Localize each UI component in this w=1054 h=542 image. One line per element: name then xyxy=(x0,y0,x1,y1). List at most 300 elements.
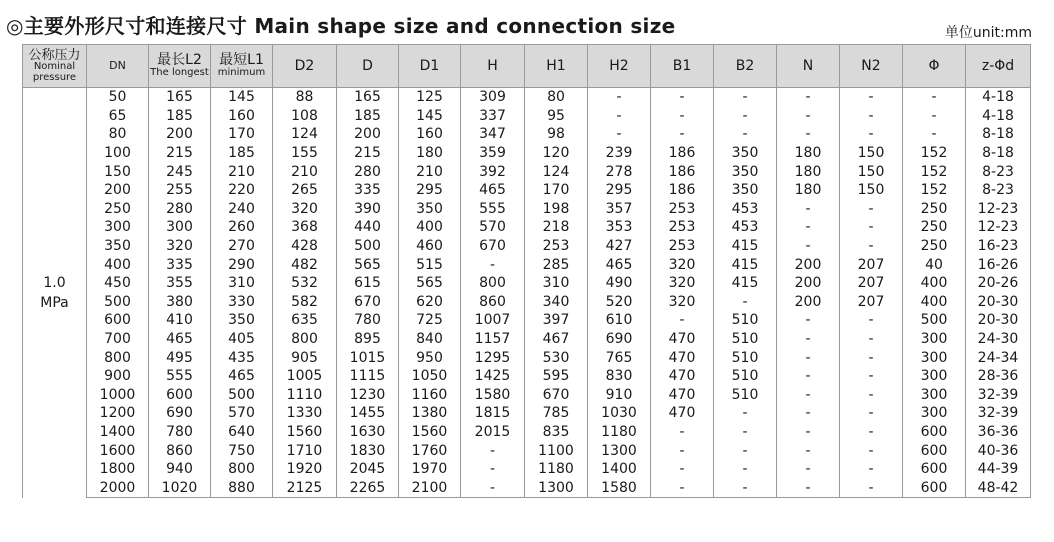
table-cell: - xyxy=(777,404,840,423)
table-row xyxy=(23,181,1031,200)
table-cell: - xyxy=(588,125,651,144)
table-cell: 895 xyxy=(337,330,399,349)
table-cell: 207 xyxy=(840,293,903,312)
table-cell: 1295 xyxy=(461,348,525,367)
table-cell: 1400 xyxy=(588,460,651,479)
table-cell: 265 xyxy=(273,181,337,200)
table-cell: - xyxy=(777,441,840,460)
table-cell: 1110 xyxy=(273,386,337,405)
header-h2: H2 xyxy=(588,45,651,88)
table-cell: - xyxy=(461,255,525,274)
table-cell: 1000 xyxy=(87,386,149,405)
table-cell: 785 xyxy=(525,404,588,423)
table-cell: 260 xyxy=(211,218,273,237)
header-b2: B2 xyxy=(714,45,777,88)
table-cell: 32-39 xyxy=(966,386,1031,405)
table-cell: 400 xyxy=(903,293,966,312)
table-cell: 245 xyxy=(149,162,211,181)
table-cell: 32-39 xyxy=(966,404,1031,423)
table-row xyxy=(23,144,1031,163)
table-cell: 253 xyxy=(651,237,714,256)
table-cell: 215 xyxy=(337,144,399,163)
table-cell: - xyxy=(903,107,966,126)
table-cell: 20-30 xyxy=(966,311,1031,330)
table-cell: 270 xyxy=(211,237,273,256)
table-cell: 186 xyxy=(651,144,714,163)
table-cell: 1157 xyxy=(461,330,525,349)
table-cell: 320 xyxy=(149,237,211,256)
table-cell: 300 xyxy=(903,367,966,386)
table-cell: 40 xyxy=(903,255,966,274)
table-cell: 8-18 xyxy=(966,125,1031,144)
table-cell: 1560 xyxy=(399,423,461,442)
table-cell: 150 xyxy=(840,144,903,163)
table-cell: 330 xyxy=(211,293,273,312)
table-cell: 800 xyxy=(87,348,149,367)
table-cell: 880 xyxy=(211,478,273,497)
table-cell: 300 xyxy=(903,386,966,405)
table-cell: - xyxy=(714,404,777,423)
table-cell: 145 xyxy=(399,107,461,126)
table-cell: 470 xyxy=(651,386,714,405)
table-row xyxy=(23,478,1031,497)
table-cell: 600 xyxy=(903,460,966,479)
table-cell: - xyxy=(903,88,966,107)
table-cell: 150 xyxy=(87,162,149,181)
table-row xyxy=(23,441,1031,460)
table-cell: 12-23 xyxy=(966,218,1031,237)
table-cell: 320 xyxy=(273,200,337,219)
table-cell: 530 xyxy=(525,348,588,367)
table-cell: 16-23 xyxy=(966,237,1031,256)
pressure-value: 1.0 xyxy=(43,274,66,291)
table-cell: 510 xyxy=(714,386,777,405)
table-cell: - xyxy=(777,348,840,367)
table-cell: 570 xyxy=(211,404,273,423)
table-cell: - xyxy=(461,460,525,479)
header-l2-zh: 最长L2 xyxy=(157,52,202,69)
table-cell: 1330 xyxy=(273,404,337,423)
table-cell: 690 xyxy=(149,404,211,423)
table-body xyxy=(23,88,1031,498)
table-cell: - xyxy=(714,441,777,460)
table-cell: 48-42 xyxy=(966,478,1031,497)
table-cell: 400 xyxy=(399,218,461,237)
table-cell: - xyxy=(840,367,903,386)
table-row xyxy=(23,348,1031,367)
table-cell: 700 xyxy=(87,330,149,349)
header-d2: D2 xyxy=(273,45,337,88)
table-cell: 353 xyxy=(588,218,651,237)
table-cell: - xyxy=(651,441,714,460)
table-cell: - xyxy=(840,125,903,144)
table-cell: 510 xyxy=(714,348,777,367)
table-cell: - xyxy=(777,218,840,237)
table-cell: - xyxy=(840,348,903,367)
table-cell: 253 xyxy=(651,218,714,237)
table-cell: 320 xyxy=(651,274,714,293)
table-cell: - xyxy=(840,311,903,330)
table-cell: 2100 xyxy=(399,478,461,497)
table-cell: 453 xyxy=(714,218,777,237)
table-cell: 8-18 xyxy=(966,144,1031,163)
table-row xyxy=(23,107,1031,126)
table-cell: 210 xyxy=(399,162,461,181)
table-cell: 1380 xyxy=(399,404,461,423)
table-cell: 510 xyxy=(714,311,777,330)
table-cell: 2015 xyxy=(461,423,525,442)
table-cell: 255 xyxy=(149,181,211,200)
table-cell: 600 xyxy=(903,423,966,442)
header-pressure-en2: pressure xyxy=(32,71,77,83)
header-l1-en: minimum xyxy=(217,67,266,79)
table-cell: 600 xyxy=(87,311,149,330)
table-cell: - xyxy=(714,88,777,107)
table-cell: 186 xyxy=(651,181,714,200)
table-cell: 635 xyxy=(273,311,337,330)
table-cell: 510 xyxy=(714,367,777,386)
table-cell: - xyxy=(777,460,840,479)
table-cell: 1050 xyxy=(399,367,461,386)
table-cell: 830 xyxy=(588,367,651,386)
table-cell: 100 xyxy=(87,144,149,163)
table-row xyxy=(23,293,1031,312)
table-row xyxy=(23,386,1031,405)
table-cell: 185 xyxy=(211,144,273,163)
table-cell: 405 xyxy=(211,330,273,349)
table-cell: 300 xyxy=(149,218,211,237)
table-cell: - xyxy=(903,125,966,144)
table-cell: 50 xyxy=(87,88,149,107)
table-cell: 155 xyxy=(273,144,337,163)
table-cell: - xyxy=(840,200,903,219)
table-cell: 186 xyxy=(651,162,714,181)
page-title: ◎主要外形尺寸和连接尺寸 Main shape size and connection size xyxy=(6,14,676,38)
table-cell: 335 xyxy=(337,181,399,200)
table-row xyxy=(23,367,1031,386)
table-cell: 640 xyxy=(211,423,273,442)
table-cell: 160 xyxy=(211,107,273,126)
table-cell: 355 xyxy=(149,274,211,293)
header-h: H xyxy=(461,45,525,88)
table-cell: 180 xyxy=(777,162,840,181)
table-cell: - xyxy=(840,441,903,460)
header-l1-zh: 最短L1 xyxy=(219,52,264,69)
table-cell: 470 xyxy=(651,367,714,386)
table-cell: 467 xyxy=(525,330,588,349)
table-cell: 185 xyxy=(149,107,211,126)
table-cell: - xyxy=(651,125,714,144)
table-cell: 320 xyxy=(651,255,714,274)
table-cell: 800 xyxy=(273,330,337,349)
header-h1: H1 xyxy=(525,45,588,88)
table-cell: 490 xyxy=(588,274,651,293)
table-cell: 570 xyxy=(461,218,525,237)
table-cell: 415 xyxy=(714,274,777,293)
table-cell: 900 xyxy=(87,367,149,386)
table-cell: 253 xyxy=(651,200,714,219)
table-cell: 670 xyxy=(461,237,525,256)
table-cell: 278 xyxy=(588,162,651,181)
table-cell: - xyxy=(461,478,525,497)
pressure-cell xyxy=(23,88,87,498)
table-cell: 185 xyxy=(337,107,399,126)
table-cell: 500 xyxy=(337,237,399,256)
table-cell: 940 xyxy=(149,460,211,479)
pressure-unit: MPa xyxy=(40,294,69,311)
table-cell: 750 xyxy=(211,441,273,460)
table-cell: 860 xyxy=(461,293,525,312)
table-cell: 160 xyxy=(399,125,461,144)
table-cell: 170 xyxy=(525,181,588,200)
table-cell: 36-36 xyxy=(966,423,1031,442)
table-cell: 253 xyxy=(525,237,588,256)
table-cell: 280 xyxy=(149,200,211,219)
table-cell: 200 xyxy=(337,125,399,144)
table-cell: 1580 xyxy=(588,478,651,497)
table-cell: 200 xyxy=(149,125,211,144)
table-cell: 198 xyxy=(525,200,588,219)
table-cell: 565 xyxy=(399,274,461,293)
header-pressure xyxy=(23,45,87,88)
table-cell: - xyxy=(651,478,714,497)
table-cell: 337 xyxy=(461,107,525,126)
table-cell: 165 xyxy=(149,88,211,107)
table-cell: 1630 xyxy=(337,423,399,442)
table-cell: 24-34 xyxy=(966,348,1031,367)
header-d1: D1 xyxy=(399,45,461,88)
header-d: D xyxy=(337,45,399,88)
table-cell: - xyxy=(588,88,651,107)
table-cell: 152 xyxy=(903,144,966,163)
table-cell: - xyxy=(714,460,777,479)
table-cell: 1560 xyxy=(273,423,337,442)
table-cell: 950 xyxy=(399,348,461,367)
table-cell: 98 xyxy=(525,125,588,144)
table-cell: 460 xyxy=(399,237,461,256)
table-cell: - xyxy=(777,330,840,349)
table-cell: - xyxy=(777,386,840,405)
table-cell: 24-30 xyxy=(966,330,1031,349)
table-cell: 470 xyxy=(651,348,714,367)
table-cell: 1600 xyxy=(87,441,149,460)
table-cell: 4-18 xyxy=(966,107,1031,126)
table-cell: 1580 xyxy=(461,386,525,405)
table-cell: 295 xyxy=(588,181,651,200)
table-cell: 520 xyxy=(588,293,651,312)
table-cell: 2045 xyxy=(337,460,399,479)
table-cell: 1030 xyxy=(588,404,651,423)
table-cell: 905 xyxy=(273,348,337,367)
table-cell: 250 xyxy=(903,200,966,219)
table-cell: - xyxy=(714,478,777,497)
table-cell: - xyxy=(777,200,840,219)
table-cell: 515 xyxy=(399,255,461,274)
table-row xyxy=(23,404,1031,423)
table-cell: 300 xyxy=(87,218,149,237)
table-cell: - xyxy=(714,423,777,442)
table-cell: 20-26 xyxy=(966,274,1031,293)
table-cell: 250 xyxy=(903,218,966,237)
table-cell: 44-39 xyxy=(966,460,1031,479)
table-row xyxy=(23,237,1031,256)
table-cell: 600 xyxy=(149,386,211,405)
table-cell: 453 xyxy=(714,200,777,219)
table-cell: 690 xyxy=(588,330,651,349)
table-cell: 835 xyxy=(525,423,588,442)
table-cell: - xyxy=(714,293,777,312)
header-pressure-zh: 公称压力 xyxy=(28,47,81,63)
table-cell: - xyxy=(840,478,903,497)
table-cell: 565 xyxy=(337,255,399,274)
table-cell: 600 xyxy=(903,478,966,497)
table-cell: 310 xyxy=(525,274,588,293)
table-cell: 1180 xyxy=(588,423,651,442)
table-row xyxy=(23,330,1031,349)
table-cell: - xyxy=(840,386,903,405)
table-cell: 555 xyxy=(149,367,211,386)
table-cell: 465 xyxy=(211,367,273,386)
table-cell: 840 xyxy=(399,330,461,349)
table-cell: - xyxy=(714,125,777,144)
table-cell: 470 xyxy=(651,330,714,349)
table-cell: 350 xyxy=(399,200,461,219)
table-cell: 1425 xyxy=(461,367,525,386)
table-cell: - xyxy=(840,404,903,423)
table-cell: 309 xyxy=(461,88,525,107)
table-cell: 670 xyxy=(525,386,588,405)
unit-label: 单位unit:mm xyxy=(944,25,1032,41)
table-cell: - xyxy=(777,423,840,442)
table-cell: - xyxy=(461,441,525,460)
table-cell: 1160 xyxy=(399,386,461,405)
header-zphid: z-Φd xyxy=(966,45,1031,88)
table-cell: 510 xyxy=(714,330,777,349)
table-row xyxy=(23,125,1031,144)
table-cell: 780 xyxy=(337,311,399,330)
table-cell: 8-23 xyxy=(966,162,1031,181)
table-cell: - xyxy=(840,218,903,237)
table-cell: 12-23 xyxy=(966,200,1031,219)
table-cell: - xyxy=(777,478,840,497)
table-cell: 152 xyxy=(903,162,966,181)
header-pressure-en1: Nominal xyxy=(33,61,76,73)
table-cell: 350 xyxy=(714,144,777,163)
table-cell: 620 xyxy=(399,293,461,312)
header-l1 xyxy=(211,45,273,88)
table-cell: 1970 xyxy=(399,460,461,479)
table-cell: 428 xyxy=(273,237,337,256)
table-cell: - xyxy=(777,237,840,256)
table-cell: 555 xyxy=(461,200,525,219)
table-cell: 1920 xyxy=(273,460,337,479)
table-cell: 120 xyxy=(525,144,588,163)
header-n2: N2 xyxy=(840,45,903,88)
table-cell: 450 xyxy=(87,274,149,293)
table-cell: 180 xyxy=(777,181,840,200)
table-cell: 350 xyxy=(87,237,149,256)
table-cell: 65 xyxy=(87,107,149,126)
table-cell: 610 xyxy=(588,311,651,330)
table-cell: - xyxy=(651,311,714,330)
table-cell: 400 xyxy=(903,274,966,293)
table-cell: 1180 xyxy=(525,460,588,479)
table-cell: 532 xyxy=(273,274,337,293)
table-cell: 1005 xyxy=(273,367,337,386)
table-cell: 152 xyxy=(903,181,966,200)
table-cell: 16-26 xyxy=(966,255,1031,274)
table-cell: 310 xyxy=(211,274,273,293)
table-cell: 218 xyxy=(525,218,588,237)
table-cell: - xyxy=(777,311,840,330)
table-cell: 1710 xyxy=(273,441,337,460)
table-cell: 240 xyxy=(211,200,273,219)
table-cell: - xyxy=(840,88,903,107)
table-cell: 1300 xyxy=(525,478,588,497)
table-cell: 357 xyxy=(588,200,651,219)
table-cell: - xyxy=(588,107,651,126)
table-cell: 1760 xyxy=(399,441,461,460)
table-cell: 150 xyxy=(840,162,903,181)
table-cell: - xyxy=(651,88,714,107)
table-cell: 28-36 xyxy=(966,367,1031,386)
table-cell: 207 xyxy=(840,274,903,293)
table-cell: 860 xyxy=(149,441,211,460)
dimension-table xyxy=(22,44,1031,498)
table-cell: 124 xyxy=(273,125,337,144)
table-cell: 340 xyxy=(525,293,588,312)
table-cell: - xyxy=(777,107,840,126)
table-cell: - xyxy=(840,330,903,349)
table-cell: 207 xyxy=(840,255,903,274)
table-cell: 170 xyxy=(211,125,273,144)
table-cell: - xyxy=(840,423,903,442)
table-cell: 800 xyxy=(461,274,525,293)
table-cell: 250 xyxy=(903,237,966,256)
table-row xyxy=(23,311,1031,330)
table-cell: 1400 xyxy=(87,423,149,442)
table-cell: 210 xyxy=(211,162,273,181)
table-cell: 765 xyxy=(588,348,651,367)
table-cell: 390 xyxy=(337,200,399,219)
table-header-row xyxy=(23,45,1031,88)
table-cell: 397 xyxy=(525,311,588,330)
table-cell: 124 xyxy=(525,162,588,181)
table-cell: 415 xyxy=(714,255,777,274)
table-cell: 350 xyxy=(714,162,777,181)
table-cell: 1115 xyxy=(337,367,399,386)
table-cell: 95 xyxy=(525,107,588,126)
header-l2-en: The longest xyxy=(150,67,209,79)
table-cell: 8-23 xyxy=(966,181,1031,200)
table-cell: 290 xyxy=(211,255,273,274)
table-cell: 482 xyxy=(273,255,337,274)
table-cell: 285 xyxy=(525,255,588,274)
table-row xyxy=(23,200,1031,219)
table-cell: - xyxy=(777,125,840,144)
table-cell: 80 xyxy=(87,125,149,144)
table-cell: 1020 xyxy=(149,478,211,497)
table-row xyxy=(23,460,1031,479)
table-cell: 780 xyxy=(149,423,211,442)
table-row xyxy=(23,255,1031,274)
table-cell: 465 xyxy=(461,181,525,200)
table-cell: 368 xyxy=(273,218,337,237)
table-cell: 200 xyxy=(87,181,149,200)
table-cell: 465 xyxy=(588,255,651,274)
table-cell: 1815 xyxy=(461,404,525,423)
table-cell: 1015 xyxy=(337,348,399,367)
